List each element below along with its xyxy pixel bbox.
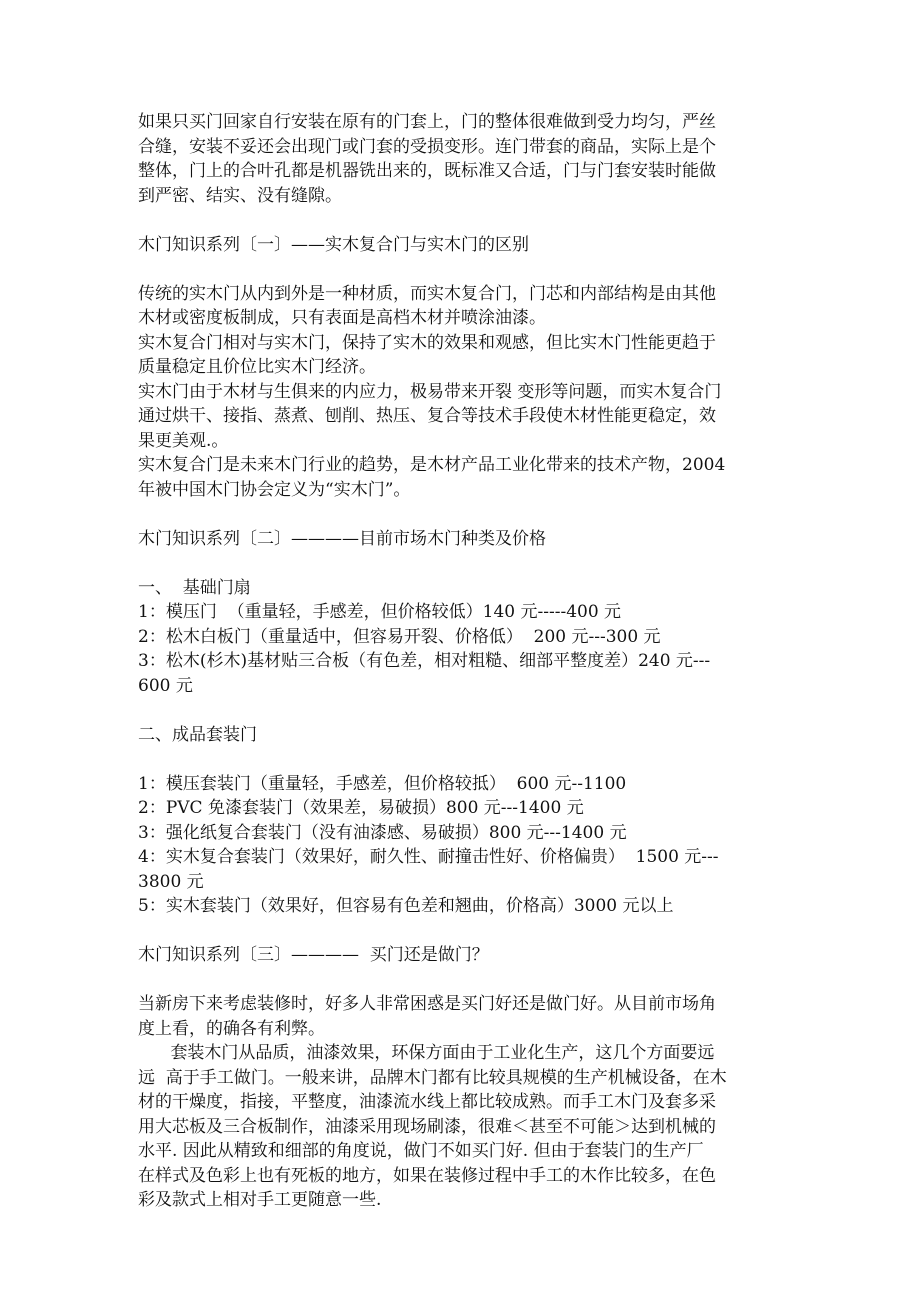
text-line: 木门知识系列〔二〕————目前市场木门种类及价格 xyxy=(138,528,546,549)
text-line: 2：松木白板门（重量适中，但容易开裂、价格低） 200 元---300 元 xyxy=(138,626,661,647)
paragraph-gap xyxy=(138,502,788,527)
paragraph xyxy=(138,992,788,1213)
text-line: 远 高于手工做门。一般来讲，品牌木门都有比较具规模的生产机械设备，在木 xyxy=(138,1067,727,1088)
text-line: 年被中国木门协会定义为“实木门”。 xyxy=(138,479,411,500)
text-line: 水平. 因此从精致和细部的角度说，做门不如买门好. 但由于套装门的生产厂 xyxy=(138,1141,704,1161)
text-line: 实木门由于木材与生俱来的内应力，极易带来开裂 变形等问题，而实木复合门 xyxy=(138,381,722,402)
paragraph xyxy=(138,576,788,699)
text-line: 一、 基础门扇 xyxy=(138,577,251,598)
section-heading xyxy=(138,943,788,968)
text-line: 600 元 xyxy=(138,675,193,696)
text-line: 木门知识系列〔三〕———— 买门还是做门？ xyxy=(138,945,489,965)
text-line: 果更美观.。 xyxy=(138,430,229,451)
paragraph-gap xyxy=(138,208,788,233)
text-line: 2：PVC 免漆套装门（效果差，易破损）800 元---1400 元 xyxy=(138,798,584,818)
text-line: 4：实木复合套装门（效果好，耐久性、耐撞击性好、价格偏贵） 1500 元--- xyxy=(138,847,719,867)
paragraph-gap xyxy=(138,551,788,576)
text-line: 1：模压门 （重量轻，手感差，但价格较低）140 元-----400 元 xyxy=(138,602,622,622)
text-line: 套装木门从品质，油漆效果，环保方面由于工业化生产，这几个方面要远 xyxy=(138,1043,715,1063)
text-line: 3800 元 xyxy=(138,871,204,892)
text-line: 合缝，安装不妥还会出现门或门套的受损变形。连门带套的商品，实际上是个 xyxy=(138,136,716,157)
paragraph-gap xyxy=(138,968,788,993)
text-line: 质量稳定且价位比实木门经济。 xyxy=(138,357,376,377)
document-page xyxy=(138,110,788,1213)
paragraph-gap xyxy=(138,919,788,944)
paragraph xyxy=(138,282,788,503)
text-line: 整体，门上的合叶孔都是机器铣出来的，既标准又合适，门与门套安装时能做 xyxy=(138,161,716,181)
text-line: 木门知识系列〔一〕——实木复合门与实木门的区别 xyxy=(138,234,529,255)
paragraph xyxy=(138,110,788,208)
text-line: 3：松木(杉木)基材贴三合板（有色差，相对粗糙、细部平整度差）240 元--- xyxy=(138,651,711,671)
paragraph xyxy=(138,772,788,919)
text-line: 如果只买门回家自行安装在原有的门套上，门的整体很难做到受力均匀，严丝 xyxy=(138,112,716,132)
text-line: 实木复合门是未来木门行业的趋势，是木材产品工业化带来的技术产物，2004 xyxy=(138,455,726,475)
text-line: 用大芯板及三合板制作，油漆采用现场刷漆，很难＜甚至不可能＞达到机械的 xyxy=(138,1116,716,1137)
text-line: 3：强化纸复合套装门（没有油漆感、易破损）800 元---1400 元 xyxy=(138,822,627,843)
text-line: 传统的实木门从内到外是一种材质，而实木复合门，门芯和内部结构是由其他 xyxy=(138,283,716,304)
paragraph-gap xyxy=(138,257,788,282)
text-line: 度上看，的确各有利弊。 xyxy=(138,1018,325,1039)
text-line: 二、成品套装门 xyxy=(138,724,257,745)
text-line: 在样式及色彩上也有死板的地方，如果在装修过程中手工的木作比较多，在色 xyxy=(138,1165,716,1186)
text-line: 通过烘干、接指、蒸煮、刨削、热压、复合等技术手段使木材性能更稳定，效 xyxy=(138,406,716,426)
text-line: 5：实木套装门（效果好，但容易有色差和翘曲，价格高）3000 元以上 xyxy=(138,896,674,916)
paragraph-gap xyxy=(138,698,788,723)
section-heading xyxy=(138,723,788,748)
section-heading xyxy=(138,233,788,258)
paragraph-gap xyxy=(138,747,788,772)
text-line: 当新房下来考虑装修时，好多人非常困惑是买门好还是做门好。从目前市场角 xyxy=(138,994,716,1014)
text-line: 到严密、结实、没有缝隙。 xyxy=(138,185,342,206)
text-line: 实木复合门相对与实木门，保持了实木的效果和观感，但比实木门性能更趋于 xyxy=(138,332,716,353)
text-line: 彩及款式上相对手工更随意一些. xyxy=(138,1190,382,1210)
text-line: 材的干燥度，指接，平整度，油漆流水线上都比较成熟。而手工木门及套多采 xyxy=(138,1092,716,1112)
text-line: 木材或密度板制成，只有表面是高档木材并喷涂油漆。 xyxy=(138,308,546,328)
section-heading xyxy=(138,527,788,552)
text-line: 1：模压套装门（重量轻，手感差，但价格较抵） 600 元--1100 xyxy=(138,773,627,794)
